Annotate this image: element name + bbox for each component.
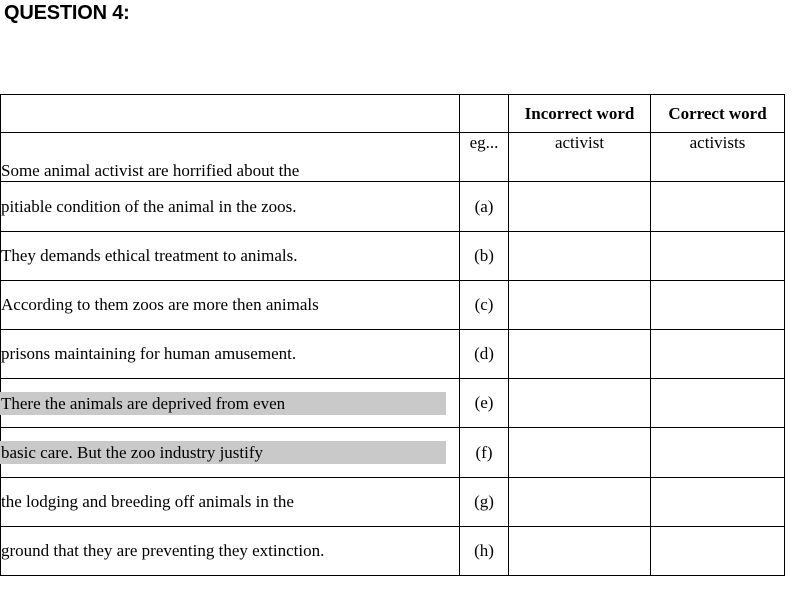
example-incorrect-word: activist: [509, 133, 651, 182]
correct-word-answer-cell[interactable]: [651, 281, 785, 330]
sentence-cell: the lodging and breeding off animals in the: [1, 478, 460, 527]
sentence-cell: According to them zoos are more then animals: [1, 281, 460, 330]
question-heading: QUESTION 4:: [4, 2, 130, 24]
incorrect-word-answer-cell[interactable]: [509, 379, 651, 428]
highlighted-sentence: basic care. But the zoo industry justify: [0, 441, 446, 464]
incorrect-word-answer-cell[interactable]: [509, 478, 651, 527]
correct-word-answer-cell[interactable]: [651, 182, 785, 232]
header-row: [1, 95, 785, 133]
row-label: (f): [460, 428, 509, 478]
correct-word-answer-cell[interactable]: [651, 330, 785, 379]
incorrect-word-header: Incorrect word: [509, 95, 651, 133]
header-blank-cell: [1, 95, 460, 133]
row-label: (c): [460, 281, 509, 330]
sentence-cell: ground that they are preventing they extinction.: [1, 527, 460, 576]
example-row: [1, 133, 785, 182]
incorrect-word-answer-cell[interactable]: [509, 232, 651, 281]
sentence-cell: [1, 379, 460, 428]
sentence-cell: prisons maintaining for human amusement.: [1, 330, 460, 379]
sentence-cell: [1, 428, 460, 478]
table-row: [1, 379, 785, 428]
error-correction-table: [0, 94, 785, 576]
correct-word-answer-cell[interactable]: [651, 379, 785, 428]
row-label: (a): [460, 182, 509, 232]
row-label: (h): [460, 527, 509, 576]
row-label: (g): [460, 478, 509, 527]
header-blank-cell: [460, 95, 509, 133]
example-label: eg...: [460, 133, 509, 182]
correct-word-answer-cell[interactable]: [651, 527, 785, 576]
row-label: (b): [460, 232, 509, 281]
incorrect-word-answer-cell[interactable]: [509, 428, 651, 478]
table-row: [1, 478, 785, 527]
incorrect-word-answer-cell[interactable]: [509, 527, 651, 576]
incorrect-word-answer-cell[interactable]: [509, 182, 651, 232]
correct-word-answer-cell[interactable]: [651, 428, 785, 478]
row-label: (d): [460, 330, 509, 379]
table-row: [1, 527, 785, 576]
correct-word-answer-cell[interactable]: [651, 232, 785, 281]
highlighted-sentence: There the animals are deprived from even: [0, 392, 446, 415]
example-sentence: Some animal activist are horrified about the: [1, 133, 460, 182]
table-row: [1, 330, 785, 379]
table-row: [1, 428, 785, 478]
table-row: [1, 232, 785, 281]
correct-word-header: Correct word: [651, 95, 785, 133]
table-row: [1, 182, 785, 232]
example-correct-word: activists: [651, 133, 785, 182]
sentence-cell: They demands ethical treatment to animals.: [1, 232, 460, 281]
sentence-cell: pitiable condition of the animal in the zoos.: [1, 182, 460, 232]
incorrect-word-answer-cell[interactable]: [509, 281, 651, 330]
correct-word-answer-cell[interactable]: [651, 478, 785, 527]
table-row: [1, 281, 785, 330]
incorrect-word-answer-cell[interactable]: [509, 330, 651, 379]
row-label: (e): [460, 379, 509, 428]
